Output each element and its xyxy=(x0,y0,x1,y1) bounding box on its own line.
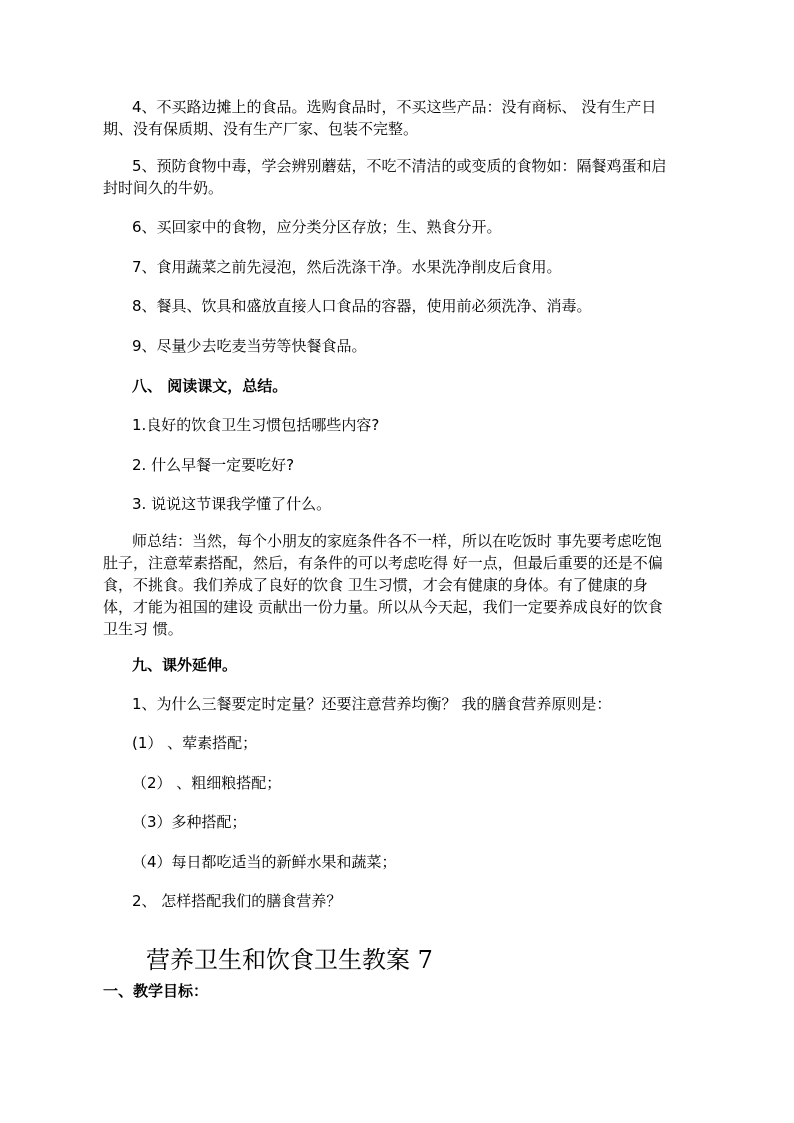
section-8-question-2: 2. 什么早餐一定要吃好? xyxy=(132,456,295,474)
summary-line-4: 体，才能为祖国的建设 贡献出一份力量。所以从今天起，我们一定要养成良好的饮食 xyxy=(103,598,663,616)
principle-4: （4）每日都吃适当的新鲜水果和蔬菜； xyxy=(132,853,397,871)
item-9: 9、尽量少去吃麦当劳等快餐食品。 xyxy=(132,337,367,355)
section-9-question-2: 2、 怎样搭配我们的膳食营养？ xyxy=(132,892,342,910)
item-5-line-2: 封时间久的牛奶。 xyxy=(103,179,224,197)
section-8-question-1: 1.良好的饮食卫生习惯包括哪些内容? xyxy=(132,416,380,434)
summary-line-3: 食，不挑食。我们养成了良好的饮食 卫生习惯，才会有健康的身体。有了健康的身 xyxy=(103,576,648,594)
lesson-title: 营养卫生和饮食卫生教案 7 xyxy=(146,946,433,975)
principle-1: (1） 、荤素搭配； xyxy=(132,734,258,752)
item-4-line-1: 4、不买路边摊上的食品。选购食品时，不买这些产品：没有商标、 没有生产日 xyxy=(132,98,657,116)
summary-line-2: 肚子，注意荤素搭配，然后，有条件的可以考虑吃得 好一点，但最后重要的还是不偏 xyxy=(103,554,663,572)
teaching-goals-heading: 一、教学目标： xyxy=(103,982,209,1000)
item-5-line-1: 5、预防食物中毒，学会辨别蘑菇，不吃不清洁的或变质的食物如：隔餐鸡蛋和启 xyxy=(132,157,667,175)
item-4-line-2: 期、没有保质期、没有生产厂家、包装不完整。 xyxy=(103,120,419,138)
principle-3: （3）多种搭配； xyxy=(132,813,247,831)
item-7: 7、食用蔬菜之前先浸泡，然后洗涤干净。水果洗净削皮后食用。 xyxy=(132,258,562,276)
summary-line-1: 师总结：当然，每个小朋友的家庭条件各不一样，所以在吃饭时 事先要考虑吃饱 xyxy=(132,532,662,550)
section-9-question-1: 1、为什么三餐要定时定量？还要注意营养均衡？ 我的膳食营养原则是： xyxy=(132,695,612,713)
summary-line-5: 卫生习 惯。 xyxy=(103,620,183,638)
item-6: 6、买回家中的食物，应分类分区存放；生、熟食分开。 xyxy=(132,218,502,236)
section-8-question-3: 3. 说说这节课我学懂了什么。 xyxy=(132,495,332,513)
section-9-heading: 九、课外延伸。 xyxy=(132,656,238,674)
section-8-heading: 八、 阅读课文，总结。 xyxy=(132,377,288,395)
item-8: 8、餐具、饮具和盛放直接人口食品的容器，使用前必须洗净、消毒。 xyxy=(132,297,592,315)
principle-2: （2） 、粗细粮搭配； xyxy=(132,774,282,792)
